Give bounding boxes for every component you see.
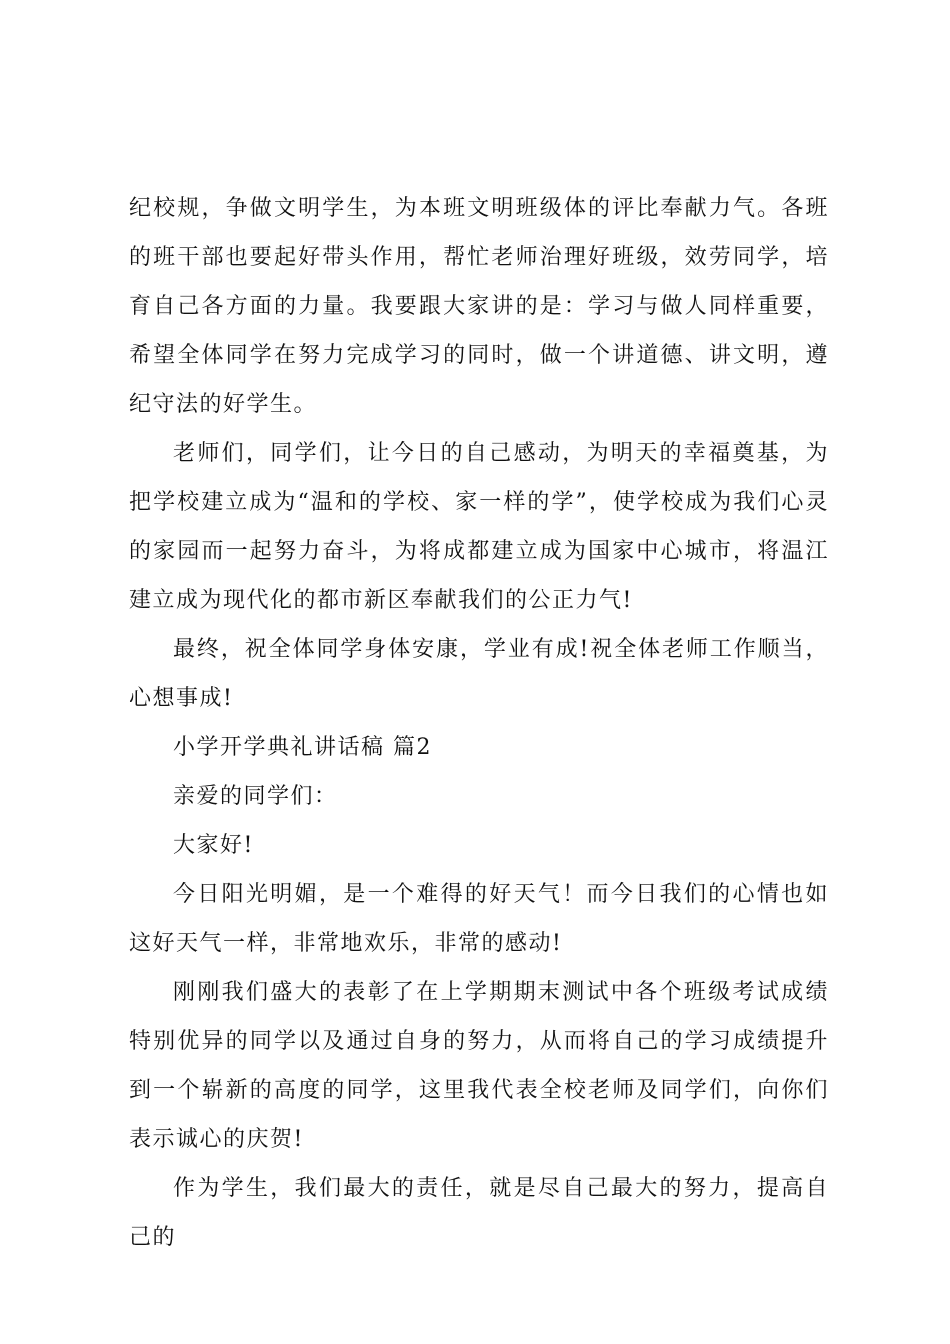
paragraph-commendation: 刚刚我们盛大的表彰了在上学期期末测试中各个班级考试成绩特别优异的同学以及通过自身的努力，从而将自己的学习成绩提升到一个崭新的高度的同学，这里我代表全校老师及同学们，向你们表示诚心的庆贺!	[129, 980, 829, 1152]
paragraph-responsibility: 作为学生，我们最大的责任，就是尽自己最大的努力，提高自己的	[129, 1176, 829, 1250]
section-heading: 小学开学典礼讲话稿 篇2	[173, 735, 432, 760]
document-body	[129, 184, 829, 1262]
paragraph-continuation: 纪校规，争做文明学生，为本班文明班级体的评比奉献力气。各班的班干部也要起好带头作用，帮忙老师治理好班级，效劳同学，培育自己各方面的力量。我要跟大家讲的是：学习与做人同样重要，希望全体同学在努力完成学习的同时，做一个讲道德、讲文明，遵纪守法的好学生。	[129, 196, 829, 417]
paragraph-final-wishes: 最终，祝全体同学身体安康，学业有成!祝全体老师工作顺当，心想事成!	[129, 637, 829, 711]
greeting: 大家好!	[173, 833, 254, 858]
paragraph-school-building: 老师们，同学们，让今日的自己感动，为明天的幸福奠基，为把学校建立成为“温和的学校、家一样的学”，使学校成为我们心灵的家园而一起努力奋斗，为将成都建立成为国家中心城市，将温江建立成为现代化的都市新区奉献我们的公正力气!	[129, 441, 829, 613]
paragraph-weather: 今日阳光明媚，是一个难得的好天气！而今日我们的心情也如这好天气一样，非常地欢乐，非常的感动!	[129, 882, 829, 956]
salutation: 亲爱的同学们：	[173, 784, 338, 809]
